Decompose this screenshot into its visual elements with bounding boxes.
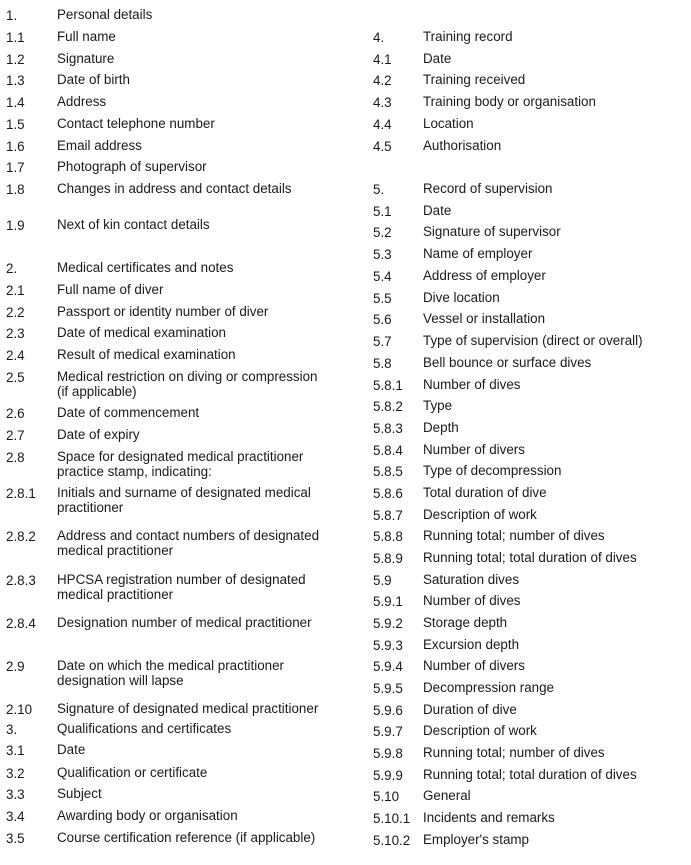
- item-text: Qualification or certificate: [57, 765, 208, 780]
- item-text: Address: [57, 94, 107, 109]
- item-number: 5.8.1: [373, 378, 403, 393]
- item-number: 1.7: [6, 160, 25, 175]
- item-number: 3.5: [6, 831, 25, 846]
- item-number: 5.8.7: [373, 508, 403, 523]
- item-text: Number of divers: [423, 658, 525, 673]
- item-text: Number of divers: [423, 442, 525, 457]
- item-text: Date of birth: [57, 72, 130, 87]
- item-number: 3.: [6, 722, 18, 737]
- item-text: Space for designated medical practitioner practice stamp, indicating:: [57, 449, 304, 479]
- item-text: Type of supervision (direct or overall): [423, 333, 643, 348]
- item-number: 1.8: [6, 182, 25, 197]
- item-text: Changes in address and contact details: [57, 181, 292, 196]
- item-number: 5.9.5: [373, 681, 403, 696]
- item-text: Signature: [57, 51, 115, 66]
- item-text: Saturation dives: [423, 572, 520, 587]
- item-text: Qualifications and certificates: [57, 721, 232, 736]
- item-text: Description of work: [423, 507, 537, 522]
- item-number: 2.: [6, 261, 18, 276]
- item-text: Date: [57, 742, 86, 757]
- item-text: Awarding body or organisation: [57, 808, 238, 823]
- item-number: 5.9.1: [373, 594, 403, 609]
- item-text: Date of commencement: [57, 405, 200, 420]
- item-number: 2.5: [6, 370, 25, 385]
- item-number: 2.2: [6, 305, 25, 320]
- item-text: General: [423, 788, 471, 803]
- item-text: Running total; number of dives: [423, 528, 605, 543]
- item-text: Date on which the medical practitioner designation will lapse: [57, 658, 285, 688]
- item-text: Course certification reference (if applicable): [57, 830, 316, 845]
- item-text: Bell bounce or surface dives: [423, 355, 592, 370]
- item-number: 2.6: [6, 406, 25, 421]
- item-text: Training body or organisation: [423, 94, 596, 109]
- item-number: 5.9.4: [373, 659, 403, 674]
- item-text: Medical restriction on diving or compression (if applicable): [57, 369, 318, 399]
- item-number: 4.5: [373, 139, 392, 154]
- item-text: Initials and surname of designated medical practitioner: [57, 485, 311, 515]
- item-text: Email address: [57, 138, 142, 153]
- item-number: 5.10: [373, 789, 400, 804]
- item-text: Duration of dive: [423, 702, 517, 717]
- item-text: Location: [423, 116, 474, 131]
- item-text: Running total; number of dives: [423, 745, 605, 760]
- item-number: 5.9.2: [373, 616, 403, 631]
- item-number: 5.9.8: [373, 746, 403, 761]
- item-number: 1.1: [6, 30, 25, 45]
- item-number: 4.1: [373, 52, 392, 67]
- item-number: 1.2: [6, 52, 25, 67]
- item-number: 4.: [373, 30, 385, 45]
- item-number: 3.1: [6, 743, 25, 758]
- item-text: Designation number of medical practitioner: [57, 615, 312, 630]
- item-number: 2.8.4: [6, 616, 36, 631]
- item-number: 3.2: [6, 766, 25, 781]
- item-text: Subject: [57, 786, 102, 801]
- item-number: 5.8.8: [373, 529, 403, 544]
- item-text: Number of dives: [423, 593, 521, 608]
- item-number: 5.8.4: [373, 443, 403, 458]
- item-number: 5.10.2: [373, 833, 411, 848]
- item-text: Running total; total duration of dives: [423, 767, 637, 782]
- item-number: 5.10.1: [373, 811, 411, 826]
- item-text: Full name of diver: [57, 282, 164, 297]
- item-number: 2.8: [6, 450, 25, 465]
- item-text: Incidents and remarks: [423, 810, 555, 825]
- item-number: 5.8.9: [373, 551, 403, 566]
- item-text: HPCSA registration number of designated medical practitioner: [57, 572, 306, 602]
- item-text: Vessel or installation: [423, 311, 546, 326]
- item-number: 5.5: [373, 291, 392, 306]
- item-text: Signature of designated medical practitioner: [57, 701, 319, 716]
- item-text: Description of work: [423, 723, 537, 738]
- item-text: Contact telephone number: [57, 116, 215, 131]
- item-number: 1.6: [6, 139, 25, 154]
- item-number: 5.7: [373, 334, 392, 349]
- item-text: Authorisation: [423, 138, 502, 153]
- item-number: 5.8.5: [373, 464, 403, 479]
- item-text: Decompression range: [423, 680, 554, 695]
- item-number: 5.: [373, 182, 385, 197]
- item-number: 1.: [6, 8, 18, 23]
- item-number: 1.3: [6, 73, 25, 88]
- item-text: Name of employer: [423, 246, 533, 261]
- item-number: 5.1: [373, 204, 392, 219]
- item-number: 2.8.2: [6, 529, 36, 544]
- item-number: 2.1: [6, 283, 25, 298]
- item-number: 2.3: [6, 326, 25, 341]
- item-text: Medical certificates and notes: [57, 260, 234, 275]
- item-text: Signature of supervisor: [423, 224, 561, 239]
- item-number: 2.9: [6, 659, 25, 674]
- item-number: 3.4: [6, 809, 25, 824]
- item-text: Excursion depth: [423, 637, 520, 652]
- item-text: Type of decompression: [423, 463, 562, 478]
- item-text: Training record: [423, 29, 513, 44]
- item-text: Date: [423, 51, 452, 66]
- item-text: Record of supervision: [423, 181, 553, 196]
- item-text: Date of expiry: [57, 427, 140, 442]
- item-text: Result of medical examination: [57, 347, 236, 362]
- item-number: 2.8.1: [6, 486, 36, 501]
- item-number: 5.2: [373, 225, 392, 240]
- item-number: 5.4: [373, 269, 392, 284]
- item-number: 5.6: [373, 312, 392, 327]
- item-number: 1.9: [6, 218, 25, 233]
- item-text: Date of medical examination: [57, 325, 226, 340]
- item-number: 4.2: [373, 73, 392, 88]
- item-number: 2.8.3: [6, 573, 36, 588]
- item-number: 5.8.3: [373, 421, 403, 436]
- item-text: Total duration of dive: [423, 485, 547, 500]
- item-text: Storage depth: [423, 615, 508, 630]
- item-number: 5.9.6: [373, 703, 403, 718]
- item-number: 5.9.3: [373, 638, 403, 653]
- item-text: Type: [423, 398, 453, 413]
- item-text: Personal details: [57, 7, 153, 22]
- item-text: Next of kin contact details: [57, 217, 210, 232]
- item-number: 2.4: [6, 348, 25, 363]
- item-number: 5.3: [373, 247, 392, 262]
- item-number: 2.10: [6, 702, 33, 717]
- item-text: Depth: [423, 420, 459, 435]
- item-text: Number of dives: [423, 377, 521, 392]
- item-number: 5.8.6: [373, 486, 403, 501]
- item-text: Full name: [57, 29, 116, 44]
- item-text: Training received: [423, 72, 526, 87]
- item-number: 1.5: [6, 117, 25, 132]
- item-text: Employer's stamp: [423, 832, 529, 847]
- item-text: Address and contact numbers of designated medical practitioner: [57, 528, 320, 558]
- item-number: 3.3: [6, 787, 25, 802]
- item-text: Running total; total duration of dives: [423, 550, 637, 565]
- item-text: Address of employer: [423, 268, 546, 283]
- item-text: Photograph of supervisor: [57, 159, 207, 174]
- item-number: 4.3: [373, 95, 392, 110]
- item-number: 5.9.7: [373, 724, 403, 739]
- item-text: Date: [423, 203, 452, 218]
- item-number: 2.7: [6, 428, 25, 443]
- item-number: 1.4: [6, 95, 25, 110]
- item-number: 5.9: [373, 573, 392, 588]
- item-number: 5.8: [373, 356, 392, 371]
- item-number: 5.9.9: [373, 768, 403, 783]
- item-number: 5.8.2: [373, 399, 403, 414]
- item-number: 4.4: [373, 117, 392, 132]
- item-text: Passport or identity number of diver: [57, 304, 269, 319]
- item-text: Dive location: [423, 290, 500, 305]
